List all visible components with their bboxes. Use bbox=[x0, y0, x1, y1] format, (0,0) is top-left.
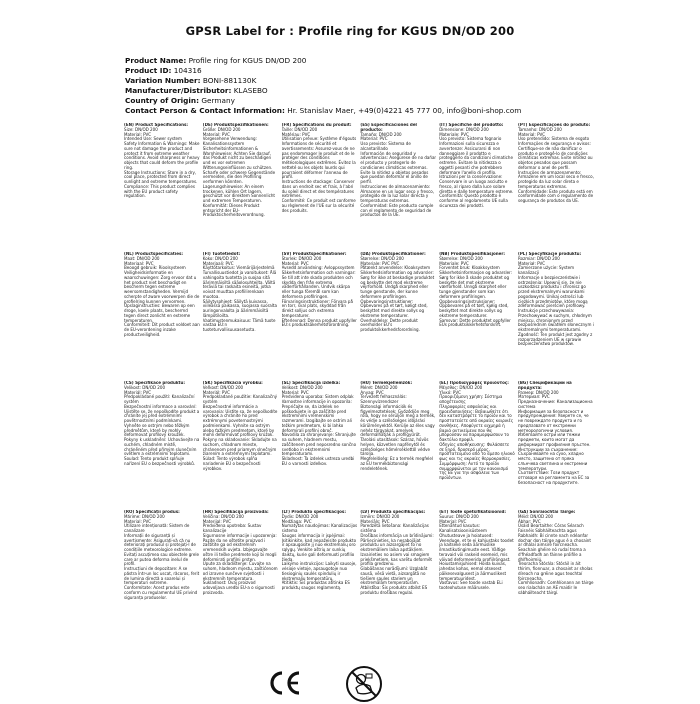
spec-block-line: Material: PVC bbox=[124, 131, 152, 137]
spec-block-line: Velikost: DN/OD 200 bbox=[281, 384, 323, 390]
spec-block-line: Navodila za shranjevanje: Shranjujte na suhem, hladnem mestu, zaščitenem pred neposredno sončno svetlobo in ekstremnimi temperaturami. bbox=[281, 432, 357, 457]
spec-block-line: Säkerhetsinformation och varningar: Se till att inte skada produkten och skydda den från extrema väderförhållanden. Undvik skärpa eller tunga föremål som kan deformera profilringen. bbox=[281, 270, 356, 299]
spec-block-line: Συμμόρφωση: Αυτό το προϊόν συμμορφώνεται με τον κανονισμό της ΕΕ για την ασφάλεια των προϊόντων. bbox=[439, 460, 509, 480]
spec-block bbox=[439, 123, 515, 248]
spec-block-line: Sicherheitsinformationen & Warnhinweise: Achten Sie darauf, das Produkt nicht zu beschädigen und es vor extremen Witterungseinflüssen zu schützen. Scharfe oder schwere Gegenstände vermeiden, die den Profilring verformen könnten. bbox=[202, 145, 276, 184]
spec-block-line: Veľkosť: DN/OD 200 bbox=[202, 384, 244, 390]
spec-block-heading: (PL) Specyfikacje produktu: bbox=[517, 252, 582, 256]
spec-block-line: Avsedd användning: Avloppssystem bbox=[281, 265, 355, 271]
spec-block bbox=[360, 510, 436, 635]
spec-block-line: Material: PVC bbox=[202, 131, 230, 137]
spec-block-line: Suurus: DN/OD 200 bbox=[439, 513, 479, 519]
spec-block-line: Izmērs: DN/OD 200 bbox=[360, 513, 400, 519]
spec-block-line: Instrucțiuni de depozitare: A se păstra într-un loc uscat, răcoros, ferit de lumina directă a soarelui și temperaturi extreme. bbox=[124, 566, 200, 586]
spec-block-heading: (SK) Špecifikácia výrobku: bbox=[202, 381, 263, 385]
spec-block-line: Uso previsto: Sistema de alcantarillado bbox=[360, 141, 411, 151]
spec-block-line: Konformität: Dieses Produkt entspricht der EU-Produktsicherheitsverordnung. bbox=[202, 202, 265, 218]
spec-block-line: Sukladnost: Ovaj proizvod udovoljava uredbi EU-a o sigurnosti proizvoda. bbox=[202, 580, 275, 595]
spec-block-line: Istruzioni per la conservazione: Conservare in un luogo asciutto e fresco, al riparo dalla luce solare diretta e dalle temperature estreme. bbox=[439, 174, 514, 194]
spec-block bbox=[360, 252, 436, 377]
spec-block-line: Zamierzone użycie: System kanalizacji bbox=[517, 265, 575, 275]
spec-block-heading: (LT) Produkto specifikacijos: bbox=[281, 510, 346, 514]
spec-block-heading: (LV) Produkta specifikācijas: bbox=[360, 510, 426, 514]
info-value: Profile ring for KGUS DN/OD 200 bbox=[188, 56, 307, 65]
spec-block-line: Biztonsági információk és figyelmeztetések: Győződjön meg róla, hogy ne sérüljön meg a termék, és védje a szélsőséges időjárási körülményektől. Kerülje az éles vagy nehéz tárgyakat, amelyek deformálhatják a profilgyűrűt. bbox=[360, 403, 436, 438]
info-label: Contact Person & Contact Information: bbox=[125, 106, 285, 115]
spec-block-line: Pokyny k uskladnění: Uchovávejte na suchém, chladném místě, chráněném před přímým slunečním světlem a extrémními teplotami. bbox=[124, 437, 200, 457]
spec-block-line: Υλικό: PVC bbox=[439, 389, 461, 395]
info-label: Variation Number: bbox=[125, 76, 201, 85]
spec-grid bbox=[124, 123, 594, 643]
spec-block-line: Conformidad: Este producto cumple con el reglamento de seguridad de productos de la UE. bbox=[360, 202, 434, 218]
spec-block-line: Saugos informacija ir įspėjimai: Įsitikinkite, kad nepažeisite produkto ir apsaugosite jį nuo ekstremalių oro sąlygų. Venkite aštrių ar sunkių daiktų, kurie gali deformuoti profilio žiedą. bbox=[281, 532, 357, 562]
spec-block-line: Storage Instructions: Store in a dry, cool place, protected from direct sunlight and extreme temperatures. bbox=[124, 169, 198, 184]
spec-block-line: Informations de sécurité et avertissements: Assurez-vous de ne pas endommager le produit et de le protéger des conditions météorologiques extrêmes. Évitez la netteté ou les objets lourds qui pourraient déformer l'anneau de profil. bbox=[281, 141, 356, 180]
spec-block-line: Vorgesehene Verwendung: Kanalisationssystem bbox=[202, 136, 257, 146]
spec-block-heading: (IT) Specifiche del prodotto: bbox=[439, 123, 504, 127]
spec-block-line: Съответствие: Този продукт отговаря на регламента на ЕС за безопасност на продуктите. bbox=[517, 470, 590, 485]
spec-block-line: Forventet bruk: Kloakksystem bbox=[439, 265, 500, 271]
spec-block-line: Säilytysohjeet: Säilytä kuivassa, viileässä paikassa, suojassa suoralta auringonvalolta ja äärimmäisiltä lämpötiloilta. bbox=[202, 298, 277, 318]
spec-block-line: Materiaal: PVC bbox=[124, 260, 154, 266]
spec-block-heading: (DA) Produktspecifikationer: bbox=[360, 252, 426, 256]
spec-block-heading: (NB) Produktspesifikasjoner: bbox=[439, 252, 505, 256]
spec-block-line: Materiál: PVC bbox=[124, 389, 152, 395]
info-value: BONI-881130K bbox=[202, 76, 257, 85]
spec-block-line: Инструкции за съхранение: Съхранявайте на сухо, хладно място, защитено от пряка слънчева светлина и екстремни температури. bbox=[517, 446, 588, 471]
spec-block bbox=[518, 252, 594, 377]
spec-block-line: Oppbevaringsinstruksjoner: Oppbevares på et tørt, kjølig sted, beskyttet mot direkte sollys og ekstreme temperaturer. bbox=[439, 298, 509, 318]
spec-block-heading: (NL) Productspecificaties: bbox=[124, 252, 183, 256]
icon-row bbox=[0, 640, 700, 700]
info-value: 104316 bbox=[173, 66, 202, 75]
spec-block-line: Ohutusteave ja hoiatused: Veenduge, et te ei kahjustaks toodet ja kaitseke seda äärmuslike ilmastikutingimuste eest. Vältige teravaid või raskeid esemeid, mis võivad deformeerida profiilrõngast. bbox=[439, 532, 514, 562]
spec-block-line: Predvidena uporaba: Sistem odplak bbox=[281, 394, 354, 400]
spec-block-heading: (EN) Product Specifications: bbox=[124, 123, 189, 127]
spec-block-heading: (EL) Προδιαγραφές προϊόντος: bbox=[439, 381, 509, 385]
spec-block-line: Materiāls: PVC bbox=[360, 518, 390, 524]
spec-block bbox=[203, 123, 279, 248]
spec-block-line: Μέγεθος: DN/OD 200 bbox=[439, 384, 483, 390]
spec-block bbox=[124, 510, 200, 635]
spec-block-line: Súlad: Tento výrobok spĺňa nariadenie EÚ o bezpečnosti výrobkov. bbox=[202, 456, 261, 471]
spec-block-line: Οδηγίες αποθήκευσης: Φυλάσσετε σε ξηρό, δροσερό μέρος, προστατευμένο από το άμεσο ηλιακό φως και τις ακραίες θερμοκρασίες. bbox=[439, 441, 515, 461]
spec-block-heading: (FI) Tuotetiedot: bbox=[202, 252, 241, 256]
spec-block-line: Size: DN/OD 200 bbox=[124, 126, 158, 132]
spec-block-line: Предназначение: Канализационна система bbox=[517, 399, 593, 409]
spec-block-line: Taille: DN/OD 200 bbox=[281, 126, 318, 132]
spec-block-line: Compliance: This product complies with the EU product safety regulation. bbox=[124, 183, 195, 199]
spec-block-heading: (GA) Sonraíochtaí Táirge: bbox=[517, 510, 576, 514]
spec-block-line: Materiale: PVC PVC bbox=[360, 260, 400, 266]
spec-block-line: Vaatimustenmukaisuus: Tämä tuote vastaa EU:n tuoteturvallisuusasetusta. bbox=[202, 317, 276, 332]
spec-block-line: Käyttötarkoitus: Viemärijärjestelmä bbox=[202, 265, 275, 271]
spec-block-heading: (DE) Produktspezifikationen: bbox=[202, 123, 269, 127]
spec-block-line: Soulad: Tento produkt splňuje nařízení EU o bezpečnosti výrobků. bbox=[124, 456, 196, 466]
spec-block bbox=[282, 123, 358, 248]
spec-block-line: Informacje o bezpieczeństwie i ostrzeżenia: Upewnij się, że nie uszkodzisz produktu i chronisz go przed ekstremalnymi warunkami pogodowymi. Unikaj ostrości lub ciężkich przedmiotów, które mogą zdeformować pierścień profilowy. bbox=[517, 274, 588, 309]
spec-block bbox=[439, 381, 515, 506]
ce-mark-icon bbox=[268, 670, 302, 696]
product-info bbox=[125, 56, 685, 116]
spec-block-line: Méid: DN/OD 200 bbox=[517, 513, 554, 519]
spec-block-line: Material: PVC bbox=[281, 389, 309, 395]
spec-block-line: Zgodność: Ten produkt jest zgodny z rozporządzeniem UE w sprawie bezpieczeństwa produktów. bbox=[517, 331, 593, 347]
spec-block-heading: (RO) Specificații produs: bbox=[124, 510, 180, 514]
spec-block-line: Sikkerhedsinformation og advarsler: Sørg for ikke at beskadige produktet og beskytte det mod ekstreme vejrforhold. Undgå skarphed eller tunge genstande, der kunne deformere profilringen. bbox=[360, 270, 435, 299]
spec-block-line: Anyag: PVC bbox=[360, 389, 384, 395]
spec-block-line: Matériau: PVC bbox=[281, 131, 311, 137]
spec-block-line: Beoogd gebruik: Rioolsysteem bbox=[124, 265, 186, 271]
spec-block-line: Ábhar: PVC bbox=[517, 518, 541, 524]
spec-block-line: Paredzētā lietošana: Kanalizācijas sistēma bbox=[360, 523, 429, 533]
spec-block-line: Uso previsto: Sistema fognario bbox=[439, 136, 502, 142]
info-row-contact bbox=[125, 106, 685, 116]
spec-block-line: Storlek: DN/OD 200 bbox=[281, 255, 322, 261]
spec-block-line: Utilisation prévue: Système d'égouts bbox=[281, 136, 357, 142]
no-chewing-small-parts-icon bbox=[344, 664, 384, 704]
spec-block-line: Conformità: Questo prodotto è conforme al regolamento UE sulla sicurezza dei prodotti. bbox=[439, 193, 508, 208]
spec-block-line: Materiale: PVC bbox=[439, 260, 469, 266]
spec-block-line: Material: PVC bbox=[124, 518, 152, 524]
info-label: Country of Origin: bbox=[125, 96, 200, 105]
spec-block-line: Ettenähtud kasutus: Kanalisatsioonisüsteem bbox=[439, 523, 487, 533]
spec-block-line: Tárolási utasítások: Száraz, hűvös helyen, közvetlen napfénytől és szélsőséges hőmérséklettől védve tárolja. bbox=[360, 437, 430, 457]
spec-block bbox=[518, 123, 594, 248]
spec-block-line: Megfelelőség: Ez a termék megfelel az EU termékbiztonsági rendeletének. bbox=[360, 456, 434, 471]
spec-block-line: Dydis: DN/OD 200 bbox=[281, 513, 319, 519]
spec-block-heading: (SL) Specifikacija izdelka: bbox=[281, 381, 341, 385]
spec-block-line: Safety Information & Warnings: Make sure not damage the product and protect it from extreme weather conditions. Avoid sharpness or heavy objects that could deform the profile ring. bbox=[124, 141, 200, 170]
info-label: Manufacturer/Distributor: bbox=[125, 86, 232, 95]
spec-block-line: Treoracha Stórála: Stóráil in áit thirim, fionnuar, a chosaint ar sholas díreach na gréine agus teochtaí foircneacha. bbox=[517, 561, 593, 581]
spec-block-line: Størrelse: DN/OD 200 bbox=[360, 255, 404, 261]
spec-block-line: Samsvar: Dette produktet oppfyller EUs produktsikkerhetsforskrift. bbox=[439, 317, 511, 328]
spec-block-line: Veiligheidsinformatie en waarschuwingen: Zorg ervoor dat u het product niet beschadigt en bescherm tegen extreme weersomstandigheden. Vermijd scherpte of zware voorwerpen die de profielring kunnen vervormen. bbox=[124, 270, 200, 304]
spec-block bbox=[124, 381, 200, 506]
spec-block-line: Materiál: PVC bbox=[202, 389, 230, 395]
spec-block-line: Materjal: PVC bbox=[439, 518, 467, 524]
spec-block-heading: (FR) Spécifications du produit: bbox=[281, 123, 352, 127]
spec-block-line: Информация за безопасност и предупреждения: Уверете се, че не повреждате продукта и го предпазвате от екстремни метеорологични условия. Избягвайте остри или тежки предмети, които могат да деформират профилния пръстен. bbox=[517, 408, 591, 447]
spec-block-line: Información de seguridad y advertencias: Asegúrese de no dañar el producto y protegerlo de condiciones climáticas extremas. Evite la nitidez u objetos pesados que puedan deformar el anillo de perfil. bbox=[360, 150, 437, 184]
spec-block bbox=[518, 510, 594, 635]
info-row-variation-number bbox=[125, 76, 685, 86]
spec-block-line: Predpokladané použitie: Kanalizačný systém bbox=[202, 394, 278, 404]
spec-block bbox=[282, 381, 358, 506]
info-row-manufacturer bbox=[125, 86, 685, 96]
spec-block-line: Efterlevnad: Denna produkt uppfyller EU:s produktsäkerhetsförordning. bbox=[281, 317, 357, 328]
info-value: Hr. Stanislav Maer, +49(0)4221 45 777 00, info@boni-shop.com bbox=[287, 106, 522, 115]
spec-block-line: Předpokládané použití: Kanalizační systém bbox=[124, 394, 195, 404]
spec-block-line: Materiale: PVC bbox=[439, 131, 469, 137]
spec-block-line: Conformitate: Acest produs este conform cu regulamentul UE privind siguranța produselor. bbox=[124, 585, 198, 600]
spec-block-line: Glabāšanas norādījumi: Uzglabāt sausā, vēsā vietā, aizsargātā no tiešiem saules stariem un ekstremālām temperatūrām. bbox=[360, 566, 428, 586]
spec-block-line: Instrukcje przechowywania: Przechowywać w suchym, chłodnym miejscu, chronionym przed bezpośrednim światłem słonecznym i ekstremalnymi temperaturami. bbox=[517, 308, 594, 332]
spec-block-line: Conformité: Ce produit est conforme au règlement de l'UE sur la sécurité des produits. bbox=[281, 198, 356, 213]
spec-block-line: Méret: DN/OD 200 bbox=[360, 384, 398, 390]
spec-block-line: Vastavus: See toode vastab ELi tooteohutuse määrusele. bbox=[439, 580, 503, 590]
spec-block-line: Atitiktis: Šis produktas atitinka ES produktų saugos reglamentą. bbox=[281, 580, 350, 590]
spec-block bbox=[203, 510, 279, 635]
spec-block-heading: (BG) Спецификации на продукта: bbox=[517, 381, 572, 390]
spec-block-line: Påtænkt anvendelse: Kloaksystem bbox=[360, 265, 431, 271]
spec-block-line: Material: PVC bbox=[517, 131, 546, 137]
spec-block-line: Medžiaga: PVC bbox=[281, 518, 312, 524]
spec-block-line: Προοριζόμενη χρήση: Σύστημα αποχέτευσης bbox=[439, 394, 503, 404]
spec-block bbox=[439, 510, 515, 635]
spec-block-line: Material: PVC bbox=[360, 136, 388, 142]
spec-block-line: Overholdelse: Dette produkt overholder EU's produktsikkerhedsforordning. bbox=[360, 317, 420, 332]
spec-block-line: Größe: DN/OD 200 bbox=[202, 126, 241, 132]
spec-block-line: Förvaringsinstruktioner: Förvara på en torr, sval plats, skyddad från direkt solljus och extrema temperaturer. bbox=[281, 298, 353, 318]
spec-block-line: Informazioni sulla sicurezza e avvertenze: Assicurarsi di non danneggiare il prodotto e proteggerlo da condizioni climatiche estreme. Evitare la nitidezza o oggetti pesanti che potrebbero deformare l'anello di profilo. bbox=[439, 141, 513, 175]
spec-block-line: Bezpečnostné informácie a varovania: Uistite sa, že nepoškodíte výrobok a chránite ho pred extrémnymi poveternostnými podmienkami. Vyhnite sa ostrým alebo ťažkým predmetom, ktoré by mohli deformovať profilový krúžok. bbox=[202, 403, 278, 438]
spec-block-line: Predviđena upotreba: Sustav kanalizacije bbox=[202, 523, 262, 533]
spec-block-line: Tamaño: DN/OD 200 bbox=[360, 131, 402, 137]
info-row-country bbox=[125, 96, 685, 106]
spec-block bbox=[124, 252, 200, 377]
spec-block-line: Atbilstība: Šis produkts atbilst ES produktu drošības regulai. bbox=[360, 585, 428, 595]
spec-block-line: Tervezett felhasználás: Szennyvízrendszer bbox=[360, 394, 407, 404]
spec-block-line: Maat: DN/OD 200 bbox=[124, 255, 160, 261]
spec-block bbox=[360, 381, 436, 506]
spec-block-line: Material: PVC bbox=[281, 260, 309, 266]
spec-block-heading: (ET) Toote spetsifikatsioonid: bbox=[439, 510, 506, 514]
spec-block-line: Instruções de armazenamento: Armazene em um local seco e fresco, protegido da luz solar direta e temperaturas extremas. bbox=[517, 169, 594, 189]
spec-block-line: Instrucciones de almacenamiento: Almacene en un lugar seco y fresco, protegido de la luz solar directa y temperaturas extremas. bbox=[360, 183, 435, 203]
spec-block-heading: (SV) Produktspecifikationer: bbox=[281, 252, 347, 256]
spec-block-line: Conformiteit: Dit product voldoet aan de EU-verordening inzake productveiligheid. bbox=[124, 322, 200, 337]
spec-block bbox=[439, 252, 515, 377]
spec-block-line: Koko: DN/OD 200 bbox=[202, 255, 238, 261]
spec-block-line: Størrelse: DN/OD 200 bbox=[439, 255, 483, 261]
spec-block-line: Conformidade: Este produto está em conformidade com o regulamento de segurança de produtos da UE. bbox=[517, 188, 594, 203]
spec-block bbox=[282, 252, 358, 377]
spec-block-line: Utilizare intenționată: Sistem de canalizare bbox=[124, 523, 190, 533]
spec-block-line: Sigurnosne informacije i upozorenja: Pazite da ne oštetite proizvod i zaštitite ga od ekstremnih vremenskih uvjeta. Izbjegavajte oštre ili teške predmete koji bi mogli deformirati profilni prsten. bbox=[202, 532, 277, 562]
spec-block-line: Materiał: PVC bbox=[517, 260, 546, 266]
label-title: GPSR Label for : Profile ring for KGUS DN/OD 200 bbox=[185, 24, 515, 38]
spec-block-line: Hoiustamisjuhised: Hoida kuivas, jahedas kohas, eemal otsesest päikesevalgusest ja äärmuslikest temperatuuridest. bbox=[439, 561, 507, 581]
info-row-product-name bbox=[125, 56, 685, 66]
spec-block-line: Размер: DN/OD 200 bbox=[517, 389, 559, 395]
spec-block bbox=[518, 381, 594, 506]
spec-block bbox=[282, 510, 358, 635]
spec-block-line: Uso pretendido: Sistema de esgoto bbox=[517, 136, 590, 142]
spec-block bbox=[124, 123, 200, 248]
spec-block-line: Úsáid Beartaithe: Córas Séarach bbox=[517, 523, 584, 529]
spec-block-line: Opbevaringsinstruktioner: Opbevares på et tørt, køligt sted, beskyttet mod direkte sollys og ekstreme temperaturer. bbox=[360, 298, 428, 318]
spec-block-line: Sikkerhetsinformasjon og advarsler: Sørg for ikke å skade produktet og beskytte det mot ekstreme værforhold. Unngå skarphet eller tunge gjenstander som kan deformere profilringen. bbox=[439, 270, 513, 299]
spec-block-heading: (HR) Specifikacija proizvoda: bbox=[202, 510, 269, 514]
spec-block-line: Lagerungshinweise: An einem trockenen, kühlen Ort lagern, geschützt vor direktem Sonnenlicht und extremen Temperaturen. bbox=[202, 183, 275, 203]
info-value: KLASEBO bbox=[233, 86, 268, 95]
spec-block-line: Dimensione: DN/OD 200 bbox=[439, 126, 489, 132]
spec-block-heading: (PT) Especificações do produto: bbox=[517, 123, 591, 127]
spec-block-line: Varnostne informacije in opozorila: Prepričajte se, da izdelek ne poškodujete in ga zaščitite pred ekstremnimi vremenskimi razmerami. Izogibajte se ostrim ali težkim predmetom, ki bi lahko deformirali profilni obroč. bbox=[281, 399, 352, 433]
spec-block-line: Πληροφορίες ασφαλείας και προειδοποιήσεις: Βεβαιωθείτε ότι δεν καταστρέφετε το προϊόν και το προστατεύετε από ακραίες καιρικές συνθήκες. Αποφύγετε αιχμηρά ή βαριά αντικείμενα που θα μπορούσαν να παραμορφώσουν το δακτύλιο προφίλ. bbox=[439, 403, 514, 442]
spec-block-line: Turvallisuustiedot ja varoitukset: Älä vahingoita tuotetta ja suojaa sitä äärimmäisiltä sääolosuhteilta. Vältä teräviä tai raskaita esineitä, jotka voivat muuttaa profiilirenkaan muotoa. bbox=[202, 270, 277, 299]
spec-block-line: Instructions de stockage: Conserver dans un endroit sec et frais, à l'abri du soleil direct et des températures extrêmes. bbox=[281, 179, 355, 199]
spec-block-line: Opslaginstructies: Bewaren op een droge, koele plaats, beschermd tegen direct zonlicht en extreme temperaturen. bbox=[124, 303, 195, 323]
spec-block-line: Veličina: DN/OD 200 bbox=[202, 513, 244, 519]
spec-block bbox=[360, 123, 436, 248]
spec-block-line: Upute za skladištenje: Čuvajte na suhom, hladnom mjestu, zaštićenom od izravne sunčeve svjetlosti i ekstremnih temperatura. bbox=[202, 561, 278, 581]
spec-block-line: Mărime: DN/OD 200 bbox=[124, 513, 165, 519]
spec-block-line: Comhlíonadh: Comhlíonann an táirge seo rialachán an AE maidir le sábháilteacht táirgí. bbox=[517, 580, 594, 595]
spec-block-heading: (ES) Especificaciones del producto: bbox=[360, 123, 417, 132]
spec-block-line: Informações de segurança e avisos: Certifique-se de não danificar o produto e protegê-lo de condições climáticas extremas. Evite nitidez ou objetos pesados que possam deformar o anel de perfil. bbox=[517, 141, 593, 170]
spec-block-line: Bezpečnostní informace a varování: Ujistěte se, že nepoškodíte produkt a chráníte jej před extrémními povětrnostními podmínkami. Vyhněte se ostrým nebo těžkým předmětům, které by mohly deformovat profilový kroužek. bbox=[124, 403, 200, 438]
spec-block-line: Skladnost: Ta izdelek ustreza uredbi EU o varnosti izdelkov. bbox=[281, 456, 355, 466]
spec-block-line: Rozmiar: DN/OD 200 bbox=[517, 255, 560, 261]
spec-block-line: Materijal: PVC bbox=[202, 518, 232, 524]
info-label: Product Name: bbox=[125, 56, 187, 65]
info-value: Germany bbox=[201, 96, 235, 105]
spec-block-line: Tamanho: DN/OD 200 bbox=[517, 126, 562, 132]
spec-block-line: Pokyny na skladovanie: Skladujte na suchom, chladnom mieste, chránenom pred priamym slnečným žiarením a extrémnymi teplotami. bbox=[202, 437, 277, 457]
spec-block-line: Drošības informācija un brīdinājumi: Pārliecinieties, ka nesabojājat produktu un aizsargājiet to no ekstremāliem laika apstākļiem. Izvairieties no asiem vai smagiem priekšmetiem, kas varētu deformēt profila gredzenu. bbox=[360, 532, 434, 567]
spec-block-line: Numatytas naudojimas: Kanalizacijos sistema bbox=[281, 523, 358, 533]
spec-block-line: Informații de siguranță și avertismente: Asigurați-vă că nu deteriorați produsul și protejați-l de condițiile meteorologice extreme. Evitați ascuțimea sau obiectele grele care ar putea deforma inelul de profil. bbox=[124, 532, 199, 567]
spec-block-line: Материал: PVC bbox=[517, 394, 550, 400]
spec-block-line: Faisnéis Sábháilteachta agus Rabhaidh: Bí cinnte nach ndéanfar dochar don táirge agus é a chosaint ar dhálaí aimsire foircneacha. Seachain ghéire nó rudaí troma a d'fhéadfadh an fáinne próifíle a dhífhoirmiú. bbox=[517, 528, 591, 562]
spec-block bbox=[203, 381, 279, 506]
spec-block-heading: (HU) Termékjellemzők: bbox=[360, 381, 413, 385]
info-label: Product ID: bbox=[125, 66, 172, 75]
spec-block-line: Intended Use: Sewer system bbox=[124, 136, 182, 142]
spec-block-line: Velikost: DN/OD 200 bbox=[124, 384, 166, 390]
spec-block-heading: (CS) Specifikace produktu: bbox=[124, 381, 185, 385]
spec-block-line: Laikymo instrukcijos: Laikyti sausoje, vėsioje vietoje, apsaugotoje nuo tiesioginių saulės spindulių ir ekstremalių temperatūrų. bbox=[281, 561, 357, 581]
spec-block-line: Materiaali: PVC bbox=[202, 260, 234, 266]
spec-block bbox=[203, 252, 279, 377]
info-row-product-id bbox=[125, 66, 685, 76]
